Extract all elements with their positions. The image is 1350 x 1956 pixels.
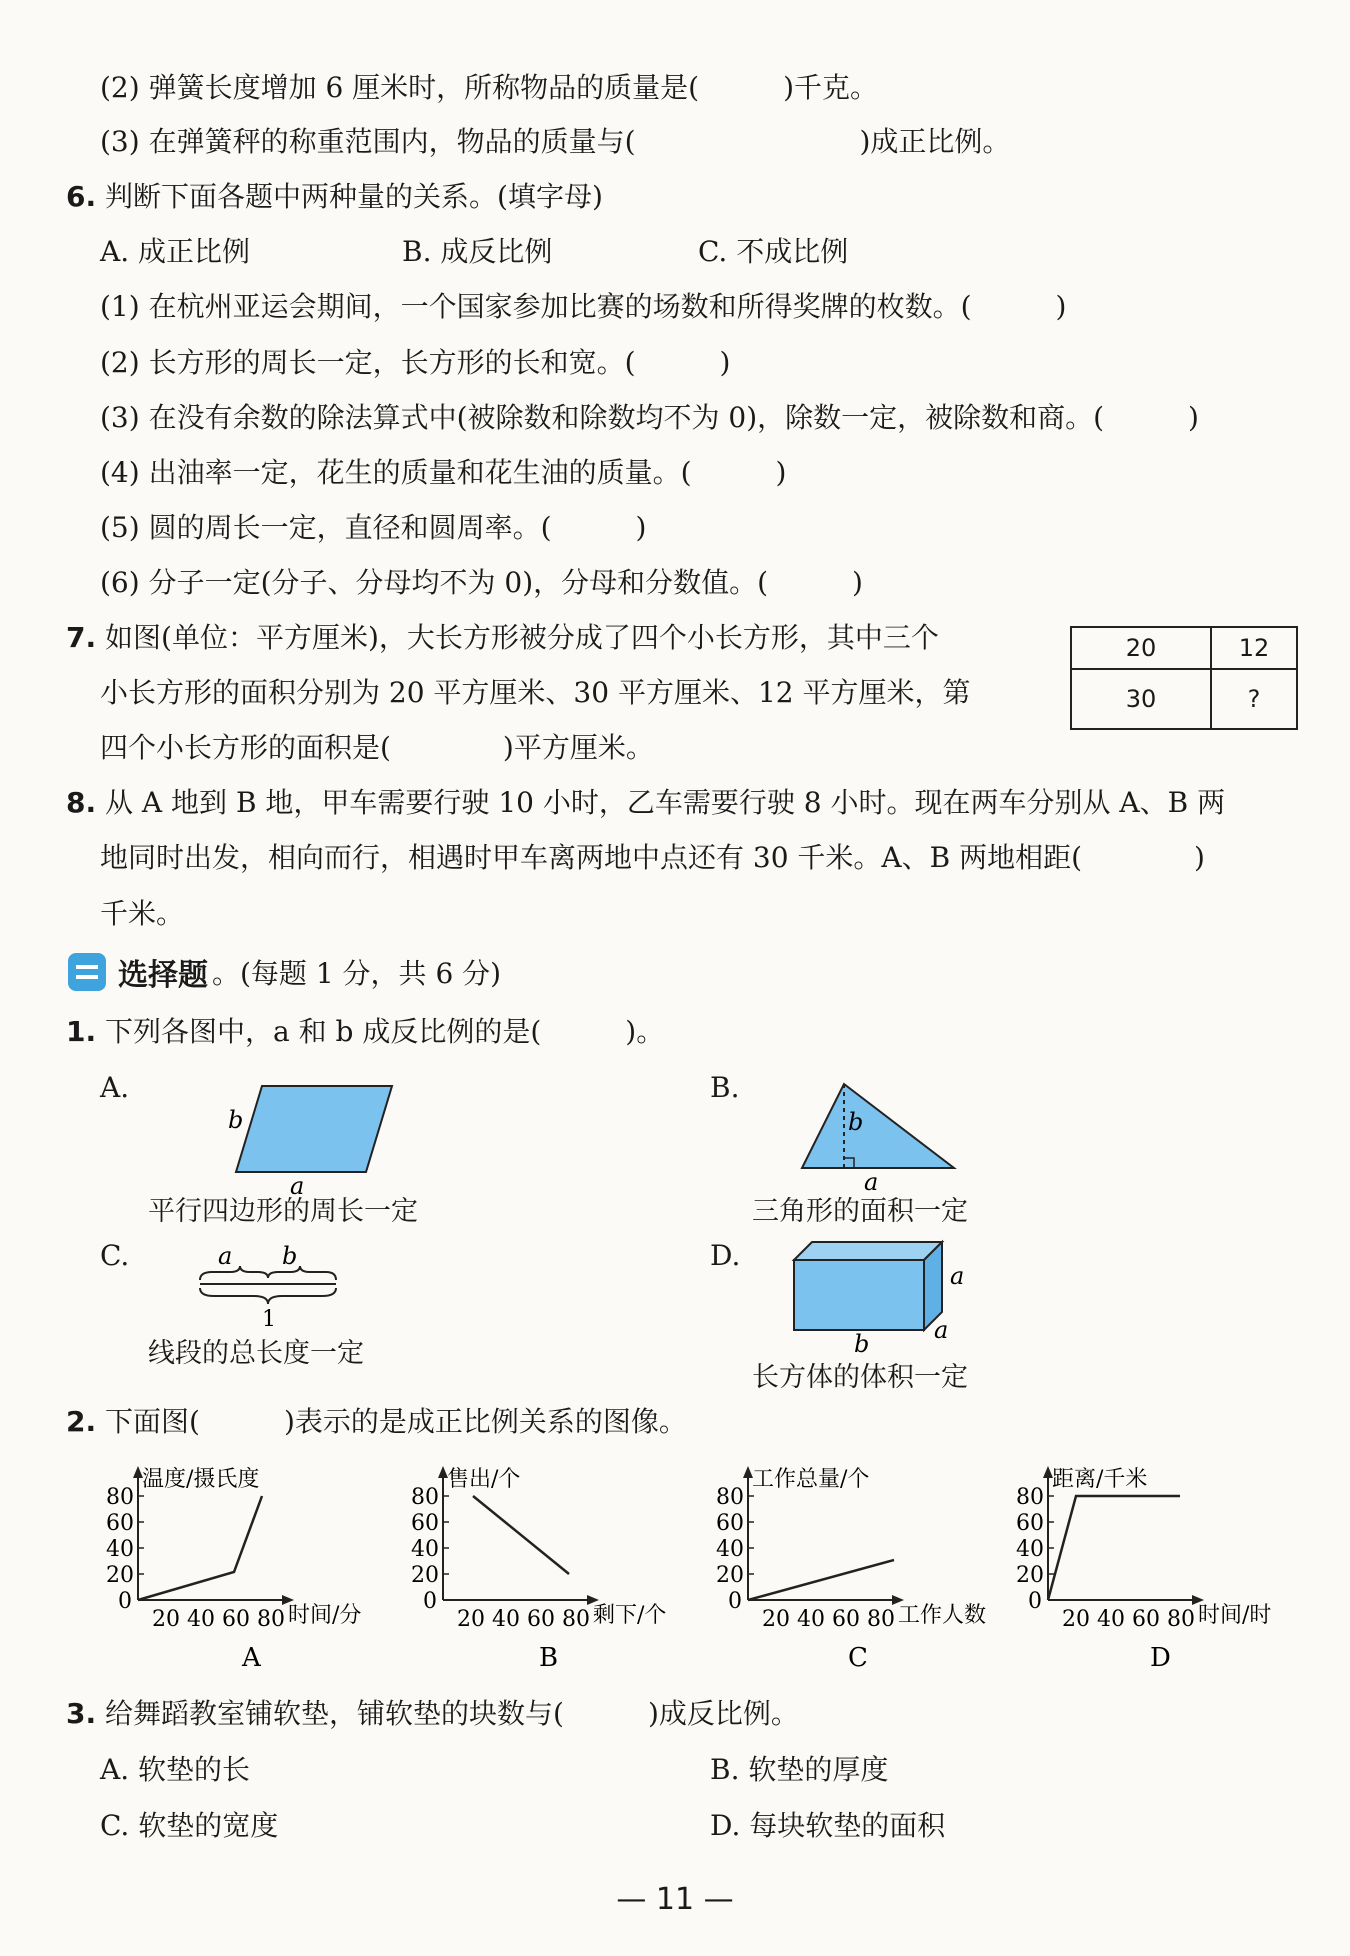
q5-sub2: (2) 弹簧长度增加 6 厘米时，所称物品的质量是( )千克。 (100, 71, 879, 104)
q7-area-table (1070, 626, 1298, 730)
graph-a-ylabel: 温度/摄氏度 (142, 1467, 260, 1492)
c1-option-a-label: A. (100, 1071, 130, 1104)
c3-text: 给舞蹈教室铺软垫，铺软垫的块数与( )成反比例。 (105, 1697, 799, 1730)
q6-stem (66, 180, 603, 213)
q7-line-3: 四个小长方形的面积是( )平方厘米。 (100, 731, 654, 764)
y-tick-label: 80 (411, 1485, 439, 1510)
section-2-note: 。(每题 1 分，共 6 分) (212, 957, 502, 990)
section-2-title: 选择题 (118, 958, 208, 993)
brace-total (200, 1288, 336, 1304)
triangle-height-b: b (848, 1108, 864, 1136)
x-tick-labels: 20 40 60 80 (457, 1607, 590, 1632)
graph-b (405, 1458, 695, 1673)
y-tick-label: 0 (118, 1589, 132, 1614)
c1-number: 1. (66, 1015, 97, 1048)
c3-option-c: C. 软垫的宽度 (100, 1809, 279, 1842)
brace-b (268, 1266, 336, 1280)
cuboid-figure (790, 1238, 970, 1358)
graph-b-xlabel: 剩下/个 (593, 1603, 667, 1628)
q6-item-6: (6) 分子一定(分子、分母均不为 0)，分母和分数值。( ) (100, 566, 863, 599)
c1-text: 下列各图中，a 和 b 成反比例的是( )。 (105, 1015, 665, 1048)
q6-number: 6. (66, 180, 97, 213)
q6-text: 判断下面各题中两种量的关系。(填字母) (105, 180, 603, 213)
graph-d-curve (1048, 1496, 1180, 1600)
q6-item-4: (4) 出油率一定，花生的质量和花生油的质量。( ) (100, 456, 787, 489)
q7-number: 7. (66, 621, 97, 654)
q6-option-b: B. 成反比例 (402, 235, 553, 268)
y-tick-label: 40 (411, 1537, 439, 1562)
y-tick-label: 60 (1016, 1511, 1044, 1536)
graph-d (1010, 1458, 1310, 1673)
c2-stem (66, 1405, 687, 1438)
y-tick-label: 60 (106, 1511, 134, 1536)
y-tick-label: 80 (1016, 1485, 1044, 1510)
graph-c-xlabel: 工作人数 (898, 1603, 987, 1628)
c1-option-a-caption: 平行四边形的周长一定 (148, 1196, 418, 1227)
y-tick-label: 20 (106, 1563, 134, 1588)
triangle-shape (802, 1084, 954, 1168)
graph-c-ylabel: 工作总量/个 (752, 1467, 870, 1492)
cuboid-front (794, 1260, 924, 1330)
c2-number: 2. (66, 1405, 97, 1438)
parallelogram-side-b: b (228, 1106, 244, 1134)
x-tick-labels: 20 40 60 80 (152, 1607, 285, 1632)
c1-stem (66, 1015, 665, 1048)
q8-line-3: 千米。 (100, 897, 185, 930)
section-2-header (68, 950, 501, 994)
graph-a-curve (138, 1496, 262, 1600)
segment-part-a: a (218, 1242, 233, 1270)
q6-item-5: (5) 圆的周长一定，直径和圆周率。( ) (100, 511, 647, 544)
q7-cell-30: 30 (1071, 669, 1211, 729)
graph-b-ylabel: 售出/个 (447, 1467, 521, 1492)
c2-text: 下面图( )表示的是成正比例关系的图像。 (105, 1405, 687, 1438)
c3-stem (66, 1697, 799, 1730)
brace-a (200, 1266, 268, 1280)
y-tick-label: 40 (716, 1537, 744, 1562)
q6-option-a: A. 成正比例 (100, 235, 251, 268)
q8-line-2: 地同时出发，相向而行，相遇时甲车离两地中点还有 30 千米。A、B 两地相距( ) (100, 841, 1205, 874)
parallelogram-shape (236, 1086, 392, 1172)
graph-d-xlabel: 时间/时 (1198, 1603, 1272, 1628)
graph-a-letter: A (242, 1643, 261, 1673)
q8-number: 8. (66, 786, 97, 819)
graph-d-letter: D (1150, 1643, 1171, 1673)
c3-option-a: A. 软垫的长 (100, 1753, 251, 1786)
c1-option-d-caption: 长方体的体积一定 (752, 1362, 968, 1393)
graph-a-xlabel: 时间/分 (288, 1603, 362, 1628)
q7-line-1 (66, 621, 939, 654)
q6-option-c: C. 不成比例 (698, 235, 849, 268)
q5-sub3: (3) 在弹簧秤的称重范围内，物品的质量与( )成正比例。 (100, 125, 1011, 158)
page-number: — 11 — (616, 1882, 734, 1917)
parallelogram-side-a: a (290, 1172, 305, 1200)
graph-c-line (748, 1560, 894, 1600)
y-tick-label: 20 (716, 1563, 744, 1588)
triangle-base-a: a (864, 1168, 879, 1196)
graph-b-letter: B (539, 1643, 559, 1673)
q6-item-3: (3) 在没有余数的除法算式中(被除数和除数均不为 0)，除数一定，被除数和商。( ) (100, 401, 1199, 434)
q7-line-2: 小长方形的面积分别为 20 平方厘米、30 平方厘米、12 平方厘米，第 (100, 676, 971, 709)
q6-item-1: (1) 在杭州亚运会期间，一个国家参加比赛的场数和所得奖牌的枚数。( ) (100, 290, 1067, 323)
y-tick-label: 60 (411, 1511, 439, 1536)
y-tick-label: 80 (106, 1485, 134, 1510)
graph-d-ylabel: 距离/千米 (1052, 1467, 1148, 1492)
y-tick-label: 40 (1016, 1537, 1044, 1562)
y-tick-label: 0 (1028, 1589, 1042, 1614)
x-tick-labels: 20 40 60 80 (762, 1607, 895, 1632)
cuboid-width-a: a (934, 1316, 949, 1344)
c3-number: 3. (66, 1697, 97, 1730)
q6-item-2: (2) 长方形的周长一定，长方形的长和宽。( ) (100, 346, 731, 379)
segment-part-b: b (282, 1242, 298, 1270)
parallelogram-figure (200, 1070, 420, 1200)
cuboid-height-a: a (950, 1262, 965, 1290)
q7-cell-unknown: ? (1211, 669, 1297, 729)
q8-line-1 (66, 786, 1226, 819)
triangle-figure (790, 1070, 970, 1196)
y-tick-label: 20 (1016, 1563, 1044, 1588)
c1-option-b-caption: 三角形的面积一定 (752, 1196, 968, 1227)
c1-option-d-label: D. (710, 1239, 741, 1272)
c1-option-c-label: C. (100, 1239, 130, 1272)
q8-text-a: 从 A 地到 B 地，甲车需要行驶 10 小时，乙车需要行驶 8 小时。现在两车分别从 A、B 两 (105, 786, 1226, 819)
graph-a (100, 1458, 390, 1673)
y-tick-label: 0 (728, 1589, 742, 1614)
y-tick-label: 0 (423, 1589, 437, 1614)
c3-option-d: D. 每块软垫的面积 (710, 1809, 946, 1842)
graph-b-line (473, 1496, 569, 1574)
c1-option-b-label: B. (710, 1071, 740, 1104)
q7-cell-20: 20 (1071, 627, 1211, 669)
y-tick-label: 60 (716, 1511, 744, 1536)
graph-c (710, 1458, 1010, 1673)
cuboid-top (794, 1242, 942, 1260)
x-tick-labels: 20 40 60 80 (1062, 1607, 1195, 1632)
cuboid-length-b: b (854, 1330, 870, 1358)
segment-figure (190, 1238, 360, 1332)
graph-c-letter: C (848, 1643, 868, 1673)
c1-option-c-caption: 线段的总长度一定 (148, 1338, 364, 1369)
segment-total-one: 1 (262, 1307, 276, 1332)
y-tick-label: 80 (716, 1485, 744, 1510)
q7-cell-12: 12 (1211, 627, 1297, 669)
c3-option-b: B. 软垫的厚度 (710, 1753, 889, 1786)
y-tick-label: 40 (106, 1537, 134, 1562)
section-two-icon (68, 953, 106, 991)
y-tick-label: 20 (411, 1563, 439, 1588)
q7-text-a: 如图(单位：平方厘米)，大长方形被分成了四个小长方形，其中三个 (105, 621, 939, 654)
